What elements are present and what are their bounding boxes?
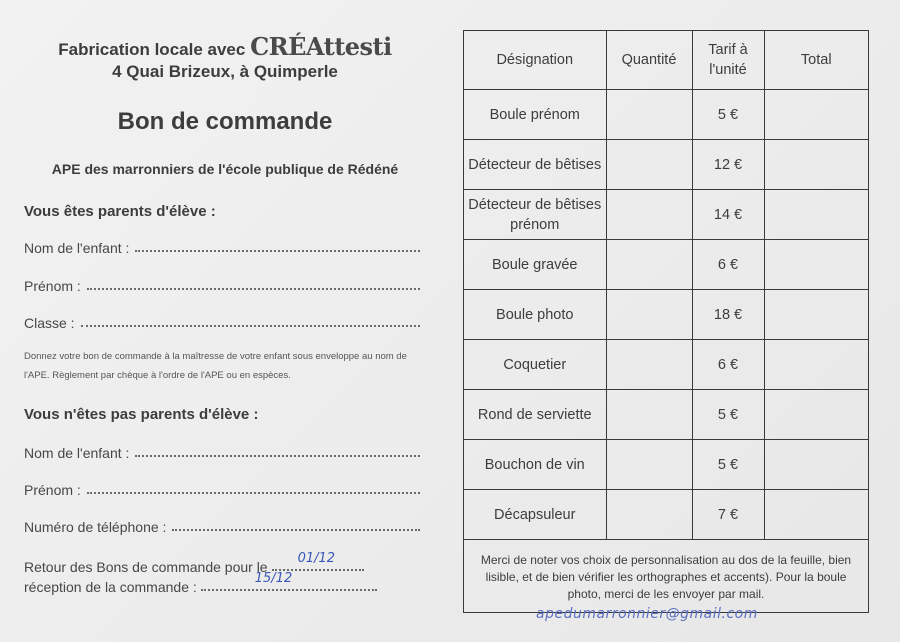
non-parents-heading: Vous n'êtes pas parents d'élève : — [24, 406, 259, 423]
item-designation: Boule prénom — [464, 90, 606, 140]
quantity-cell[interactable] — [606, 390, 692, 440]
field-label: Classe : — [24, 315, 75, 331]
quantity-cell[interactable] — [606, 90, 692, 140]
table-row — [464, 240, 868, 290]
quantity-cell[interactable] — [606, 340, 692, 390]
total-cell[interactable] — [764, 290, 868, 340]
item-price: 18 € — [692, 290, 764, 340]
field-label: Prénom : — [24, 278, 81, 294]
contact-email: apedumarronnier@gmail.com — [536, 606, 758, 622]
item-designation: Détecteur de bêtises — [464, 140, 606, 190]
field-label: Prénom : — [24, 482, 81, 498]
item-designation: Détecteur de bêtises prénom — [464, 190, 606, 240]
dotted-line — [87, 492, 420, 494]
item-designation: Rond de serviette — [464, 390, 606, 440]
brand-logo: CRÉAttesti — [250, 32, 392, 61]
table-row — [464, 340, 868, 390]
quantity-cell[interactable] — [606, 490, 692, 540]
reception-date-field[interactable] — [201, 571, 377, 591]
maker-address: 4 Quai Brizeux, à Quimperle — [112, 62, 338, 81]
item-price: 6 € — [692, 340, 764, 390]
header-quantity: Quantité — [606, 31, 692, 90]
dotted-line — [135, 250, 420, 252]
item-price: 5 € — [692, 90, 764, 140]
dotted-line — [172, 529, 420, 531]
table-header-row — [464, 31, 868, 90]
quantity-cell[interactable] — [606, 190, 692, 240]
field-label: Nom de l'enfant : — [24, 445, 130, 461]
table-row — [464, 490, 868, 540]
non-parents-phone-field[interactable] — [24, 515, 420, 535]
table-row — [464, 140, 868, 190]
parents-child-name-field[interactable] — [24, 236, 420, 256]
table-row — [464, 440, 868, 490]
non-parents-child-name-field[interactable] — [24, 441, 420, 461]
maker-line — [0, 32, 450, 61]
parents-first-name-field[interactable] — [24, 274, 420, 294]
field-label: Numéro de téléphone : — [24, 519, 167, 535]
quantity-cell[interactable] — [606, 440, 692, 490]
reception-date-line — [24, 571, 377, 595]
header-designation: Désignation — [464, 31, 606, 90]
total-cell[interactable] — [764, 340, 868, 390]
return-deadline-value: 01/12 — [297, 551, 336, 566]
table-row — [464, 190, 868, 240]
reception-date-label: réception de la commande : — [24, 579, 197, 595]
page-title: Bon de commande — [117, 108, 333, 135]
organization-name: APE des marronniers de l'école publique de Rédéné — [51, 161, 399, 177]
item-designation: Coquetier — [464, 340, 606, 390]
item-price: 14 € — [692, 190, 764, 240]
field-label: Nom de l'enfant : — [24, 240, 130, 256]
return-deadline-label: Retour des Bons de commande pour le — [24, 559, 268, 575]
item-price: 12 € — [692, 140, 764, 190]
total-cell[interactable] — [764, 190, 868, 240]
order-table — [464, 31, 868, 540]
personalization-note: Merci de noter vos choix de personnalisation au dos de la feuille, bien lisible, et de bien vérifier les orthographes et accents). Pour la boule photo, merci de les envoyer par mail. — [480, 552, 852, 601]
total-cell[interactable] — [764, 240, 868, 290]
non-parents-first-name-field[interactable] — [24, 478, 420, 498]
total-cell[interactable] — [764, 390, 868, 440]
table-row — [464, 290, 868, 340]
quantity-cell[interactable] — [606, 290, 692, 340]
dotted-line — [87, 288, 420, 290]
item-designation: Décapsuleur — [464, 490, 606, 540]
header-price: Tarif à l'unité — [692, 31, 764, 90]
quantity-cell[interactable] — [606, 140, 692, 190]
item-designation: Boule photo — [464, 290, 606, 340]
item-price: 5 € — [692, 390, 764, 440]
header-total: Total — [764, 31, 868, 90]
order-table-box — [463, 30, 869, 613]
total-cell[interactable] — [764, 90, 868, 140]
total-cell[interactable] — [764, 440, 868, 490]
item-designation: Bouchon de vin — [464, 440, 606, 490]
item-price: 7 € — [692, 490, 764, 540]
table-row — [464, 90, 868, 140]
item-price: 5 € — [692, 440, 764, 490]
parents-class-field[interactable] — [24, 311, 420, 331]
return-deadline-line — [24, 551, 364, 575]
dotted-line — [81, 325, 420, 327]
item-price: 6 € — [692, 240, 764, 290]
maker-prefix: Fabrication locale avec — [58, 40, 246, 59]
table-row — [464, 390, 868, 440]
parents-instructions: Donnez votre bon de commande à la maîtresse de votre enfant sous enveloppe au nom de l'APE. Règlement par chèque à l'ordre de l'APE ou en espèces. — [24, 351, 407, 381]
parents-heading: Vous êtes parents d'élève : — [24, 203, 216, 220]
quantity-cell[interactable] — [606, 240, 692, 290]
dotted-line — [135, 455, 420, 457]
total-cell[interactable] — [764, 490, 868, 540]
item-designation: Boule gravée — [464, 240, 606, 290]
reception-date-value: 15/12 — [254, 571, 293, 586]
total-cell[interactable] — [764, 140, 868, 190]
